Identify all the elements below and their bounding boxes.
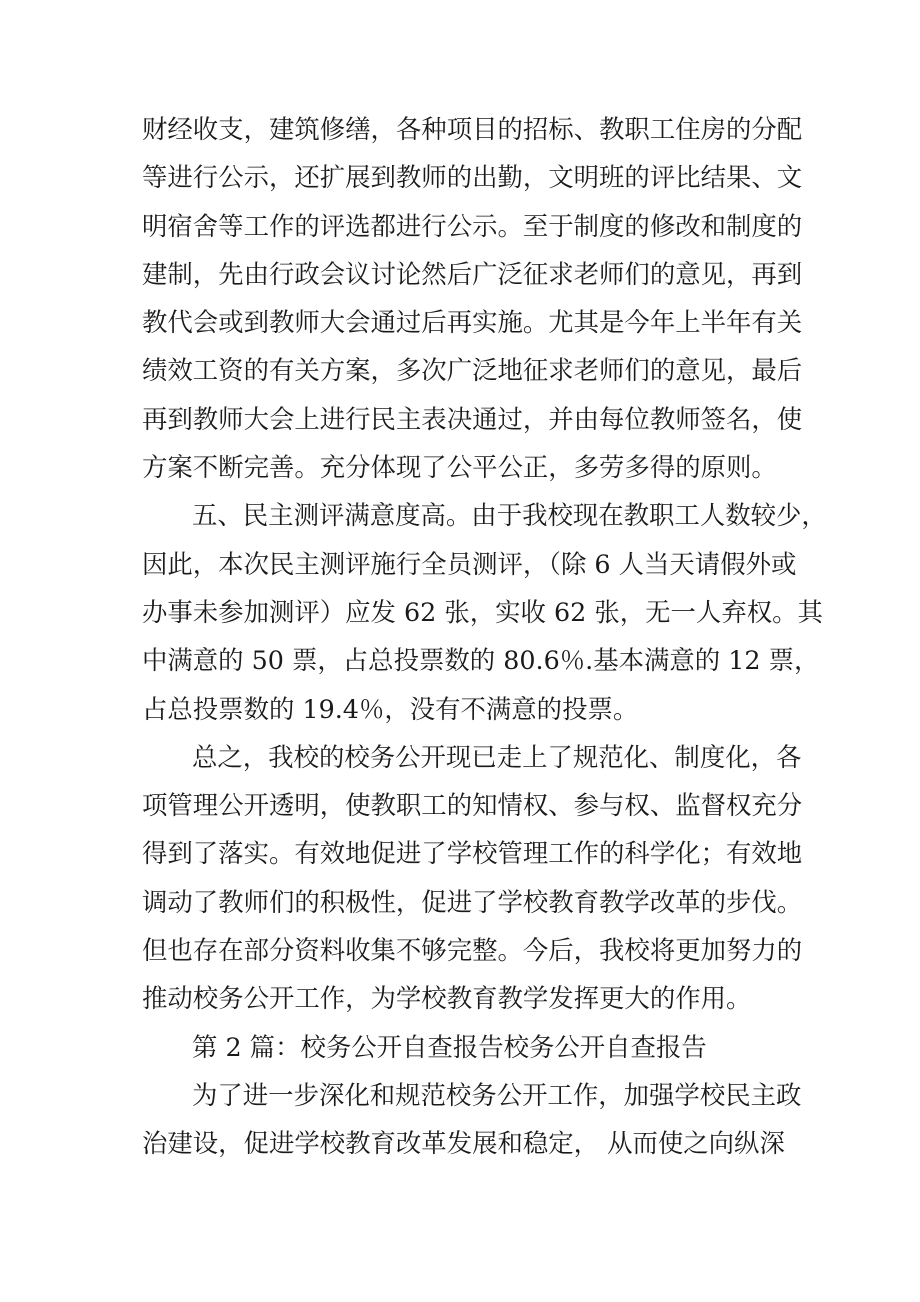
- paragraph-start-line: 为了进一步深化和规范校务公开工作，加强学校民主政: [192, 1079, 802, 1110]
- text-line: 财经收支，建筑修缮，各种项目的招标、教职工住房的分配: [142, 114, 803, 144]
- text-line: 因此，本次民主测评施行全员测评，（除 6 人当天请假外或: [142, 548, 797, 579]
- text-line: 再到教师大会上进行民主表决通过，并由每位教师签名，使: [142, 403, 803, 434]
- text-line: 得到了落实。有效地促进了学校管理工作的科学化；有效地: [142, 838, 803, 869]
- text-line: 等进行公示，还扩展到教师的出勤，文明班的评比结果、文: [142, 162, 803, 193]
- text-line: 办事未参加测评）应发 62 张，实收 62 张，无一人弃权。其: [142, 596, 823, 627]
- text-line: 建制，先由行政会议讨论然后广泛征求老师们的意见，再到: [142, 258, 803, 289]
- text-line: 治建设，促进学校教育改革发展和稳定， 从而使之向纵深: [142, 1128, 785, 1159]
- text-line: 项管理公开透明，使教职工的知情权、参与权、监督权充分: [142, 790, 803, 821]
- text-line: 教代会或到教师大会通过后再实施。尤其是今年上半年有关: [142, 307, 803, 338]
- paragraph-start-line: 总之，我校的校务公开现已走上了规范化、制度化，各: [192, 741, 802, 772]
- text-line: 绩效工资的有关方案，多次广泛地征求老师们的意见，最后: [142, 355, 803, 386]
- text-line: 中满意的 50 票，占总投票数的 80.6％.基本满意的 12 票，: [142, 645, 820, 676]
- text-line: 占总投票数的 19.4％，没有不满意的投票。: [142, 693, 639, 724]
- text-line: 但也存在部分资料收集不够完整。今后，我校将更加努力的: [142, 935, 803, 966]
- text-line: 方案不断完善。充分体现了公平公正，多劳多得的原则。: [142, 452, 777, 483]
- paragraph-start-line: 五、民主测评满意度高。由于我校现在教职工人数较少，: [192, 500, 827, 531]
- text-line: 明宿舍等工作的评选都进行公示。至于制度的修改和制度的: [142, 210, 803, 241]
- text-line: 调动了教师们的积极性，促进了学校教育教学改革的步伐。: [142, 886, 803, 917]
- document-body: [142, 105, 827, 1168]
- section-heading: 第 2 篇：校务公开自查报告校务公开自查报告: [192, 1031, 707, 1062]
- text-line: 推动校务公开工作，为学校教育教学发挥更大的作用。: [142, 983, 752, 1014]
